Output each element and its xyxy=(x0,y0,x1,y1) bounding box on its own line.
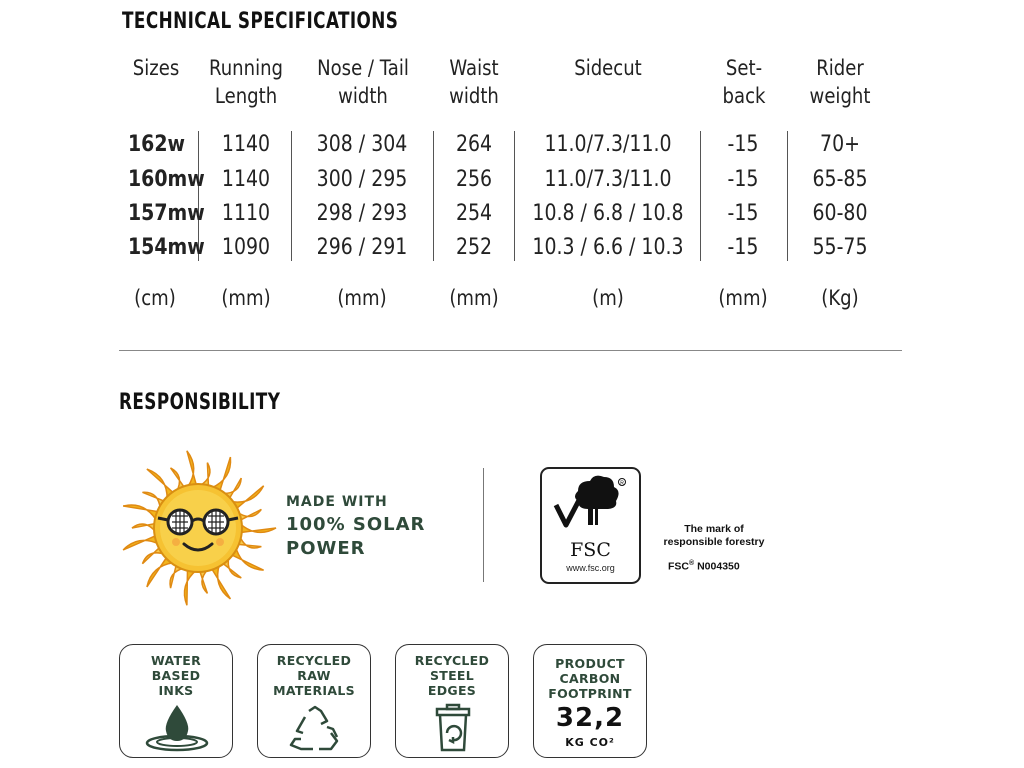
fsc-license-code: FSC® N004350 xyxy=(668,560,740,573)
recycle-bin-icon xyxy=(433,703,473,753)
unit-label: (mm) xyxy=(449,286,499,310)
spec-cell: -15 xyxy=(727,132,759,157)
vertical-divider xyxy=(483,468,484,582)
sun-with-sunglasses-icon xyxy=(118,448,278,608)
svg-text:R: R xyxy=(620,480,624,487)
sun-ray xyxy=(187,451,197,488)
header-waist-width xyxy=(440,54,509,110)
size-label: 160mw xyxy=(128,167,205,192)
spec-cell: 60-80 xyxy=(812,201,868,226)
spec-cell: 1140 xyxy=(221,132,271,157)
spec-cell: 11.0/7.3/11.0 xyxy=(544,167,672,192)
unit-label: (m) xyxy=(592,286,624,310)
unit-label: (Kg) xyxy=(821,286,859,310)
badge-recycled-raw-materials xyxy=(257,644,371,758)
spec-cell: 254 xyxy=(455,201,493,226)
unit-label: (mm) xyxy=(337,286,387,310)
fsc-mark-line1: The mark of xyxy=(684,523,744,535)
recycle-arrows-icon xyxy=(287,705,343,753)
fsc-logo-text: FSC xyxy=(570,539,611,561)
spec-cell: 10.8 / 6.8 / 10.8 xyxy=(532,201,684,226)
spec-cell: 308 / 304 xyxy=(316,132,408,157)
fsc-tree-checkmark-icon xyxy=(542,469,643,539)
badge-label: PRODUCT CARBON FOOTPRINT xyxy=(548,656,632,701)
unit-label: (cm) xyxy=(134,286,176,310)
spec-cell: 55-75 xyxy=(812,235,868,260)
spec-cell: 1090 xyxy=(221,235,271,260)
badge-label: RECYCLED RAW MATERIALS xyxy=(273,653,355,698)
header-running-length-line2: Length xyxy=(214,84,278,108)
header-nose-tail-line1: Nose / Tail xyxy=(317,56,409,80)
sun-ray xyxy=(240,523,276,532)
solar-line2: 100% SOLAR xyxy=(286,514,426,535)
sun-ray xyxy=(184,569,196,606)
size-label: 154mw xyxy=(128,235,205,260)
header-nose-tail-width xyxy=(307,54,419,110)
header-setback xyxy=(708,54,780,110)
unit-label: (mm) xyxy=(718,286,768,310)
unit-label: (mm) xyxy=(221,286,271,310)
badge-label: WATER BASED INKS xyxy=(150,653,202,698)
sun-ray xyxy=(132,523,156,532)
header-rider-weight-line2: weight xyxy=(809,84,871,108)
header-waist-line2: width xyxy=(449,84,499,108)
header-running-length-line1: Running xyxy=(208,56,284,80)
badge-label: RECYCLED STEEL EDGES xyxy=(414,653,490,698)
spec-cell: 70+ xyxy=(820,132,860,157)
spec-cell: 252 xyxy=(455,235,493,260)
spec-cell: 256 xyxy=(455,167,493,192)
fsc-url: www.fsc.org xyxy=(566,563,615,573)
badge-water-based-inks xyxy=(119,644,233,758)
header-sizes xyxy=(123,54,188,82)
header-sidecut xyxy=(532,54,683,82)
spec-cell: 296 / 291 xyxy=(316,235,408,260)
header-setback-line2: back xyxy=(722,84,766,108)
size-label: 162w xyxy=(128,132,185,157)
badge-carbon-footprint xyxy=(533,644,647,758)
technical-specifications-heading: TECHNICAL SPECIFICATIONS xyxy=(122,9,399,34)
header-waist-line1: Waist xyxy=(449,56,499,80)
sun-ray xyxy=(123,535,159,550)
spec-cell: 11.0/7.3/11.0 xyxy=(544,132,672,157)
fsc-code-number: N004350 xyxy=(697,560,740,573)
responsibility-heading: RESPONSIBILITY xyxy=(119,390,281,415)
fsc-mark-line2: responsible forestry xyxy=(663,536,765,548)
sun-ray xyxy=(123,505,159,521)
badge-recycled-steel-edges xyxy=(395,644,509,758)
spec-cell: -15 xyxy=(727,235,759,260)
header-running-length xyxy=(205,54,288,110)
fsc-logo xyxy=(540,467,641,584)
water-drop-icon xyxy=(142,703,212,753)
header-rider-weight xyxy=(797,54,883,110)
header-nose-tail-line2: width xyxy=(338,84,388,108)
spec-cell: 1110 xyxy=(221,201,271,226)
spec-cell: -15 xyxy=(727,167,759,192)
spec-cell: 10.3 / 6.6 / 10.3 xyxy=(532,235,684,260)
header-sidecut-line1: Sidecut xyxy=(574,56,642,80)
header-rider-weight-line1: Rider xyxy=(816,56,864,80)
fsc-code-prefix: FSC xyxy=(668,560,689,573)
fsc-mark-caption xyxy=(655,523,773,549)
solar-line3: POWER xyxy=(286,538,366,559)
spec-cell: 264 xyxy=(455,132,493,157)
size-label: 157mw xyxy=(128,201,205,226)
section-divider xyxy=(119,350,902,351)
spec-cell: 300 / 295 xyxy=(316,167,408,192)
header-setback-line1: Set- xyxy=(725,56,763,80)
carbon-footprint-unit: KG CO² xyxy=(565,736,615,749)
spec-cell: 65-85 xyxy=(812,167,868,192)
carbon-footprint-value: 32,2 xyxy=(555,703,625,733)
spec-cell: 1140 xyxy=(221,167,271,192)
solar-line1: MADE WITH xyxy=(286,494,388,510)
spec-cell: 298 / 293 xyxy=(316,201,408,226)
header-sizes-line1: Sizes xyxy=(132,56,180,80)
spec-cell: -15 xyxy=(727,201,759,226)
